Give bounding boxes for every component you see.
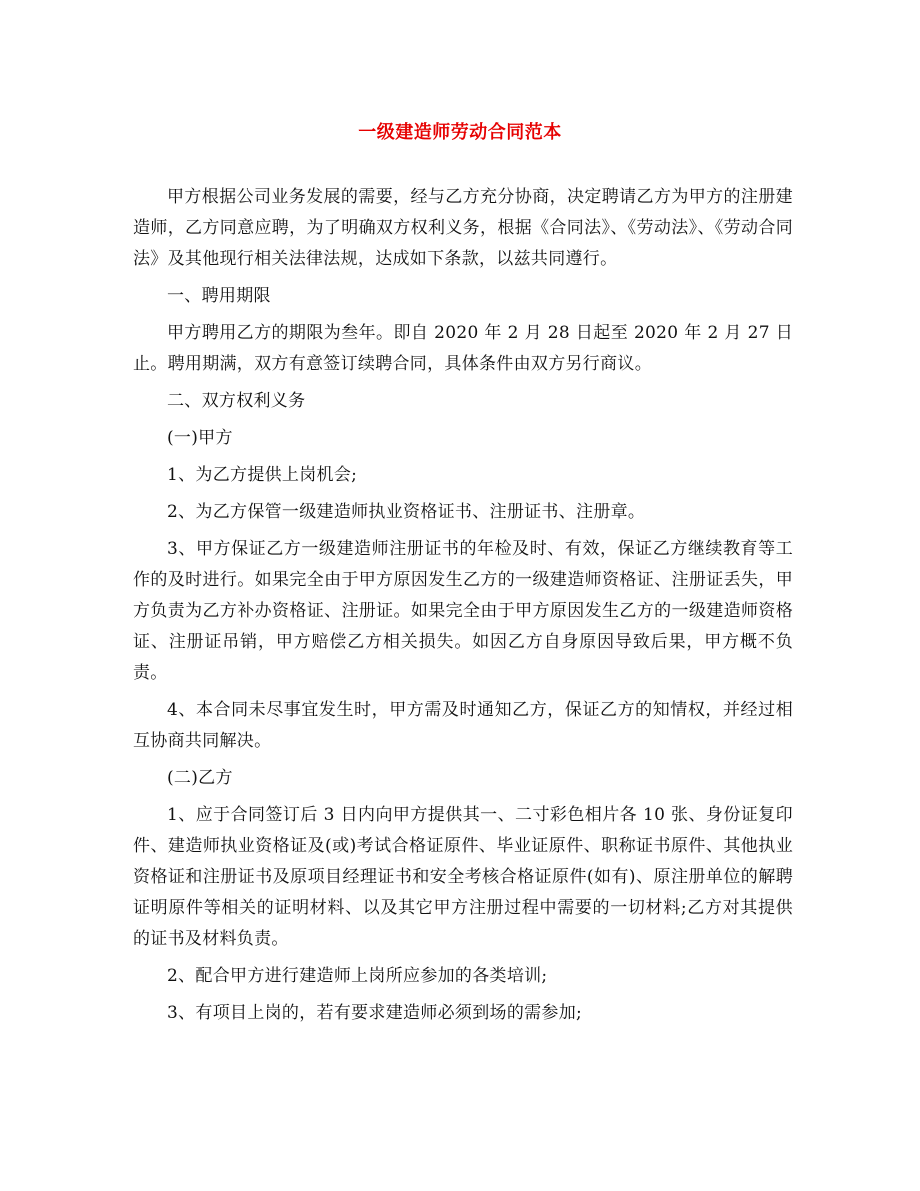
subsection-heading-party-b: (二)乙方 bbox=[167, 768, 233, 788]
section-heading-rights: 二、双方权利义务 bbox=[167, 391, 306, 411]
section-heading-term: 一、聘用期限 bbox=[167, 286, 271, 306]
document-body bbox=[133, 182, 793, 1035]
paragraph-term: 甲方聘用乙方的期限为叁年。即自 2020 年 2 月 28 日起至 2020 年 2 月 27 日止。聘用期满，双方有意签订续聘合同，具体条件由双方另行商议。 bbox=[133, 323, 793, 374]
document-title: 一级建造师劳动合同范本 bbox=[358, 122, 562, 143]
party-a-item-1: 1、为乙方提供上岗机会; bbox=[167, 465, 358, 485]
party-b-item-2: 2、配合甲方进行建造师上岗所应参加的各类培训; bbox=[167, 966, 548, 986]
party-a-item-3: 3、甲方保证乙方一级建造师注册证书的年检及时、有效，保证乙方继续教育等工作的及时进行。如果完全由于甲方原因发生乙方的一级建造师资格证、注册证丢失，甲方负责为乙方补办资格证、注册证。如果完全由于甲方原因发生乙方的一级建造师资格证、注册证吊销，甲方赔偿乙方相关损失。如因乙方自身原因导致后果，甲方概不负责。 bbox=[133, 539, 793, 683]
subsection-heading-party-a: (一)甲方 bbox=[167, 428, 233, 448]
party-a-item-4: 4、本合同未尽事宜发生时，甲方需及时通知乙方，保证乙方的知情权，并经过相互协商共同解决。 bbox=[133, 700, 793, 751]
party-b-item-1: 1、应于合同签订后 3 日内向甲方提供其一、二寸彩色相片各 10 张、身份证复印件、建造师执业资格证及(或)考试合格证原件、毕业证原件、职称证书原件、其他执业资格证和注册证书及原项目经理证书和安全考核合格证原件(如有)、原注册单位的解聘证明原件等相关的证明材料、以及其它甲方注册过程中需要的一切材料;乙方对其提供的证书及材料负责。 bbox=[133, 805, 793, 949]
party-b-item-3: 3、有项目上岗的，若有要求建造师必须到场的需参加; bbox=[167, 1003, 583, 1023]
party-a-item-2: 2、为乙方保管一级建造师执业资格证书、注册证书、注册章。 bbox=[167, 502, 646, 522]
paragraph-intro: 甲方根据公司业务发展的需要，经与乙方充分协商，决定聘请乙方为甲方的注册建造师，乙方同意应聘，为了明确双方权利义务，根据《合同法》、《劳动法》、《劳动合同法》及其他现行相关法律法规，达成如下条款，以兹共同遵行。 bbox=[133, 187, 793, 269]
